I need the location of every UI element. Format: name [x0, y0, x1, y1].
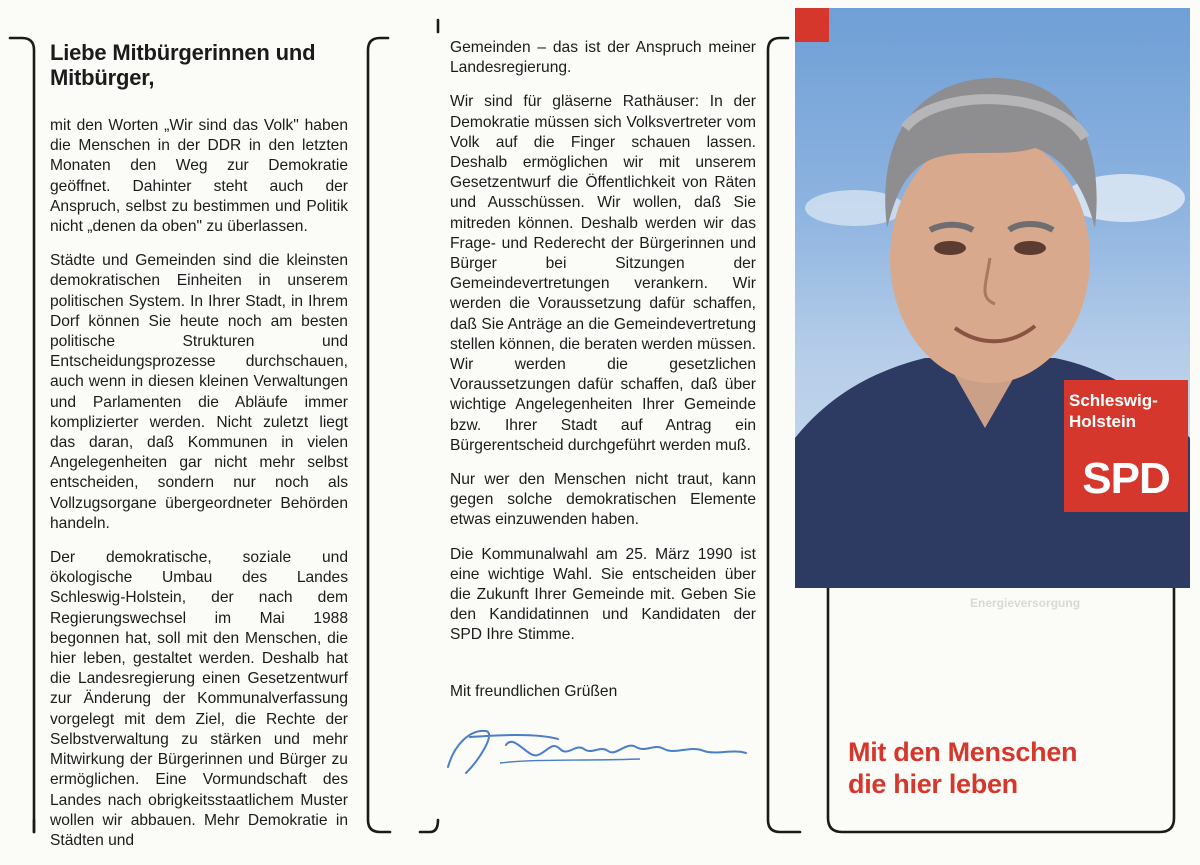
bleed-through-text: Energieversorgung [970, 596, 1081, 610]
paragraph: Der demokratische, soziale und ökologische Umbau des Landes Schleswig-Holstein, der nach dem Regierungswechsel im Mai 1988 begonnen hat, soll mit den Menschen, die hier leben, gestaltet werden. Deshalb hat die Landesregierung einen Gesetzentwurf zur Änderung der Kommunalverfassung vorgelegt mit dem Ziel, die Rechte der Selbstverwaltung zu stärken und mehr Mitwirkung der Bürgerinnen und Bürger zu ermöglichen. Eine Vormundschaft des Landes nach obrigkeitsstaatlichem Muster wollen wir abbauen. Mehr Demokratie in Städten und [50, 549, 348, 849]
campaign-slogan [848, 736, 1077, 800]
letter-column-left [50, 116, 348, 865]
letter-greeting: Liebe Mitbürgerinnen und Mitbürger, [50, 40, 316, 90]
handwritten-signature [440, 715, 760, 785]
paragraph: Wir sind für gläserne Rathäuser: In der Demokratie müssen sich Volksvertreter vom Volk auf die Finger schauen lassen. Deshalb ermöglichen wir mit unserem Gesetzentwurf die Öffentlichkeit von Räten und Ausschüssen. Wir wollen, daß Sie mitreden können. Deshalb werden wir das Frage- und Rederecht der Bürgerinnen und Bürger bei Sitzungen der Gemeindevertretungen verankern. Wir werden die Voraussetzung dafür schaffen, daß Sie Anträge an die Gemeindevertretung stellen können, die beraten werden müssen. Wir werden die gesetzlichen Voraussetzungen dafür schaffen, daß über wichtige Angelegenheiten Ihrer Gemeinde bzw. Ihrer Stadt auf Antrag ein Bürgerentscheid durchgeführt werden muß. [450, 93, 757, 454]
letter-column-middle [450, 38, 756, 660]
slogan-line: die hier leben [848, 769, 1018, 799]
party-logo: SPD [1082, 454, 1170, 503]
paragraph: Städte und Gemeinden sind die kleinsten demokratischen Einheiten in unserem politischen System. In Ihrer Stadt, in Ihrem Dorf können Sie heute noch am besten politische Strukturen und Entscheidungsprozesse durchschauen, auch wenn in diesen kleinen Verwaltungen und Parlamenten die Abläufe immer komplizierter werden. Nicht zuletzt liegt das daran, daß Kommunen in vielen Angelegenheiten gar nicht mehr selbst entscheiden, sondern nur noch als Vollzugsorgane übergeordneter Behörden handeln. [50, 252, 348, 532]
red-corner-accent [795, 8, 829, 42]
paragraph: Nur wer den Menschen nicht traut, kann gegen solche demokratischen Elemente etwas einzuwenden haben. [450, 471, 756, 529]
region-label: Schleswig-Holstein [1069, 391, 1158, 431]
paragraph: Die Kommunalwahl am 25. März 1990 ist eine wichtige Wahl. Sie entscheiden über die Zukunft Ihrer Gemeinde mit. Geben Sie den Kandidatinnen und Kandidaten der SPD Ihre Stimme. [450, 545, 756, 644]
paragraph: Gemeinden – das ist der Anspruch meiner Landesregierung. [450, 39, 756, 77]
paragraph: mit den Worten „Wir sind das Volk" haben die Menschen in der DDR in den letzten Monaten den Weg zur Demokratie geöffnet. Dahinter steht auch der Anspruch, selbst zu bestimmen und Politik nicht „denen da oben" zu überlassen. [50, 117, 348, 236]
letter-closing: Mit freundlichen Grüßen [450, 683, 618, 700]
slogan-line: Mit den Menschen [848, 737, 1078, 767]
